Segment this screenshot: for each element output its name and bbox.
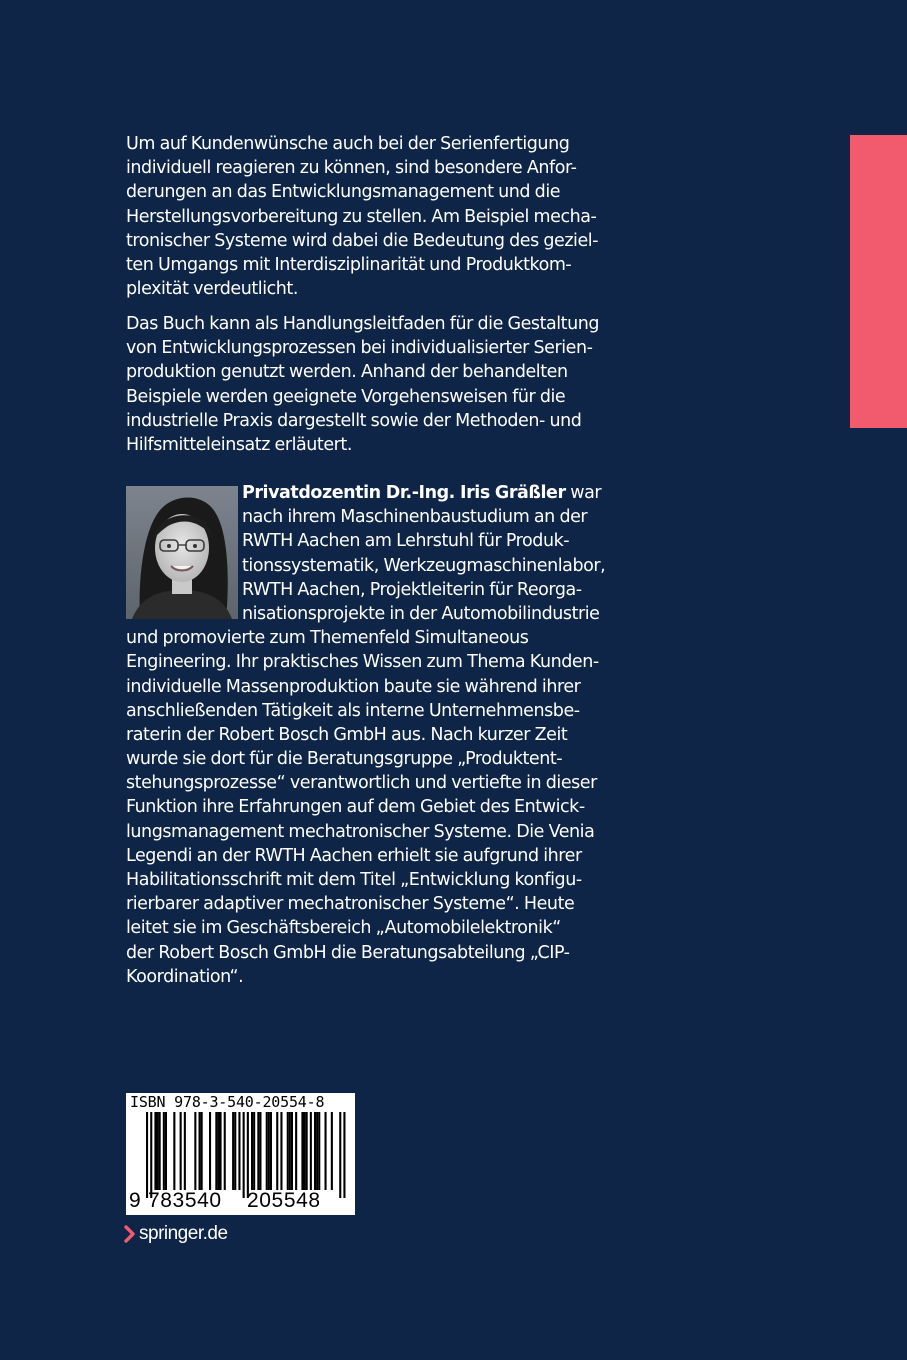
text-line: leitet sie im Geschäftsbereich „Automobilelektronik“ <box>126 918 561 939</box>
description-paragraph-1 <box>126 132 624 301</box>
text-line: anschließenden Tätigkeit als interne Unternehmensbe- <box>126 700 580 721</box>
barcode-bar <box>331 1112 333 1190</box>
barcode-bar <box>165 1112 167 1190</box>
barcode-guard-bar <box>343 1112 345 1198</box>
chevron-right-icon <box>124 1225 136 1243</box>
barcode-bar <box>251 1112 253 1190</box>
text-line: lungsmanagement mechatronischer Systeme. Die Venia <box>126 821 595 842</box>
bio-first-line-rest: war <box>565 483 602 503</box>
text-line: Das Buch kann als Handlungsleitfaden für die Gestaltung <box>126 314 600 334</box>
barcode-guard-bar <box>243 1112 245 1198</box>
barcode-bar <box>314 1112 316 1190</box>
barcode-bar <box>163 1112 165 1190</box>
barcode-bar <box>266 1112 268 1190</box>
barcode-bar <box>316 1112 318 1190</box>
barcode-bar <box>270 1112 272 1190</box>
text-line: produktion genutzt werden. Anhand der behandelten <box>126 362 568 383</box>
barcode-guard-bar <box>150 1112 152 1198</box>
barcode-bar <box>199 1112 201 1190</box>
text-line: Koordination“. <box>126 966 244 987</box>
barcode-bar <box>289 1112 291 1190</box>
barcode-bar <box>238 1112 240 1190</box>
barcode-bar <box>310 1112 312 1190</box>
text-line: RWTH Aachen am Lehrstuhl für Produk- <box>242 531 570 552</box>
barcode-bar <box>159 1112 161 1190</box>
text-line: raterin der Robert Bosch GmbH aus. Nach kurzer Zeit <box>126 724 568 745</box>
text-line: Hilfsmitteleinsatz erläutert. <box>126 434 352 455</box>
text-line: und promovierte zum Themenfeld Simultaneous <box>126 628 529 649</box>
text-line: tionssystematik, Werkzeugmaschinenlabor, <box>242 555 606 576</box>
publisher-url: springer.de <box>139 1223 228 1244</box>
barcode-bar <box>291 1112 293 1190</box>
text-line: Habilitationsschrift mit dem Titel „Entwicklung konfigu- <box>126 870 582 890</box>
text-line: tronischer Systeme wird dabei die Bedeutung des geziel- <box>126 230 599 251</box>
barcode-bar <box>217 1112 219 1190</box>
barcode-bar <box>201 1112 203 1190</box>
barcode-bars <box>126 1112 355 1198</box>
description-paragraph-2 <box>126 312 624 457</box>
text-line: Legendi an der RWTH Aachen erhielt sie aufgrund ihrer <box>126 845 582 866</box>
barcode-bar <box>209 1112 211 1190</box>
barcode-bar <box>280 1112 282 1190</box>
isbn-barcode <box>126 1093 355 1215</box>
text-line: wurde sie dort für die Beratungsgruppe „Produktent- <box>126 749 563 770</box>
bio-first-line <box>126 481 624 505</box>
text-line: nach ihrem Maschinenbaustudium an der <box>242 507 588 528</box>
accent-bar <box>850 135 907 428</box>
barcode-bar <box>304 1112 306 1190</box>
text-line: rierbarer adaptiver mechatronischer Systeme“. Heute <box>126 894 575 915</box>
barcode-bar <box>287 1112 289 1190</box>
text-line: individuelle Massenproduktion baute sie während ihrer <box>126 676 581 697</box>
barcode-digits-right: 205548 <box>247 1189 321 1212</box>
barcode-bar <box>257 1112 259 1190</box>
text-line: individuell reagieren zu können, sind besondere Anfor- <box>126 158 577 179</box>
barcode-bar <box>318 1112 320 1190</box>
text-line: stehungsprozesse“ verantwortlich und vertiefte in dieser <box>126 773 597 794</box>
text-line: Um auf Kundenwünsche auch bei der Serienfertigung <box>126 134 570 154</box>
barcode-bar <box>154 1112 156 1190</box>
barcode-digits <box>126 1189 355 1213</box>
barcode-digits-left: 783540 <box>148 1189 222 1212</box>
text-line: ten Umgangs mit Interdisziplinarität und Produktkom- <box>126 254 572 275</box>
barcode-bar <box>253 1112 255 1190</box>
barcode-bar <box>173 1112 175 1190</box>
text-line: plexität verdeutlicht. <box>126 279 298 300</box>
barcode-bar <box>306 1112 308 1190</box>
barcode-bar <box>215 1112 217 1190</box>
barcode-guard-bar <box>339 1112 341 1198</box>
author-biography <box>126 481 624 989</box>
barcode-bar <box>259 1112 261 1190</box>
text-line: nisationsprojekte in der Automobilindustrie <box>242 603 600 624</box>
barcode-bar <box>276 1112 278 1190</box>
barcode-bar <box>325 1112 327 1190</box>
isbn-label: ISBN 978-3-540-20554-8 <box>130 1093 325 1111</box>
barcode-bar <box>180 1112 182 1190</box>
text-line: Herstellungsvorbereitung zu stellen. Am Beispiel mecha- <box>126 206 597 227</box>
text-line: von Entwicklungsprozessen bei individualisierter Serien- <box>126 338 593 359</box>
barcode-bar <box>224 1112 226 1190</box>
barcode-bar <box>220 1112 222 1190</box>
barcode-bar <box>232 1112 234 1190</box>
barcode-guard-bar <box>247 1112 249 1198</box>
barcode-bar <box>234 1112 236 1190</box>
barcode-guard-bar <box>146 1112 148 1198</box>
barcode-bar <box>268 1112 270 1190</box>
text-line: Funktion ihre Erfahrungen auf dem Gebiet des Entwick- <box>126 797 585 818</box>
barcode-bar <box>194 1112 196 1190</box>
barcode-bar <box>184 1112 186 1190</box>
text-line: Engineering. Ihr praktisches Wissen zum Thema Kunden- <box>126 652 599 673</box>
barcode-bar <box>157 1112 159 1190</box>
barcode-bar <box>301 1112 303 1190</box>
text-line: industrielle Praxis dargestellt sowie der Methoden- und <box>126 410 582 431</box>
publisher-website <box>124 1221 228 1247</box>
barcode-digit-lead: 9 <box>129 1189 141 1212</box>
barcode-bar <box>295 1112 297 1190</box>
text-line: RWTH Aachen, Projektleiterin für Reorga- <box>242 579 582 600</box>
text-line: der Robert Bosch GmbH die Beratungsabteilung „CIP- <box>126 942 570 963</box>
text-line: derungen an das Entwicklungsmanagement und die <box>126 182 561 203</box>
text-line: Beispiele werden geeignete Vorgehensweisen für die <box>126 386 566 407</box>
author-name: Privatdozentin Dr.-Ing. Iris Gräßler <box>242 483 566 503</box>
